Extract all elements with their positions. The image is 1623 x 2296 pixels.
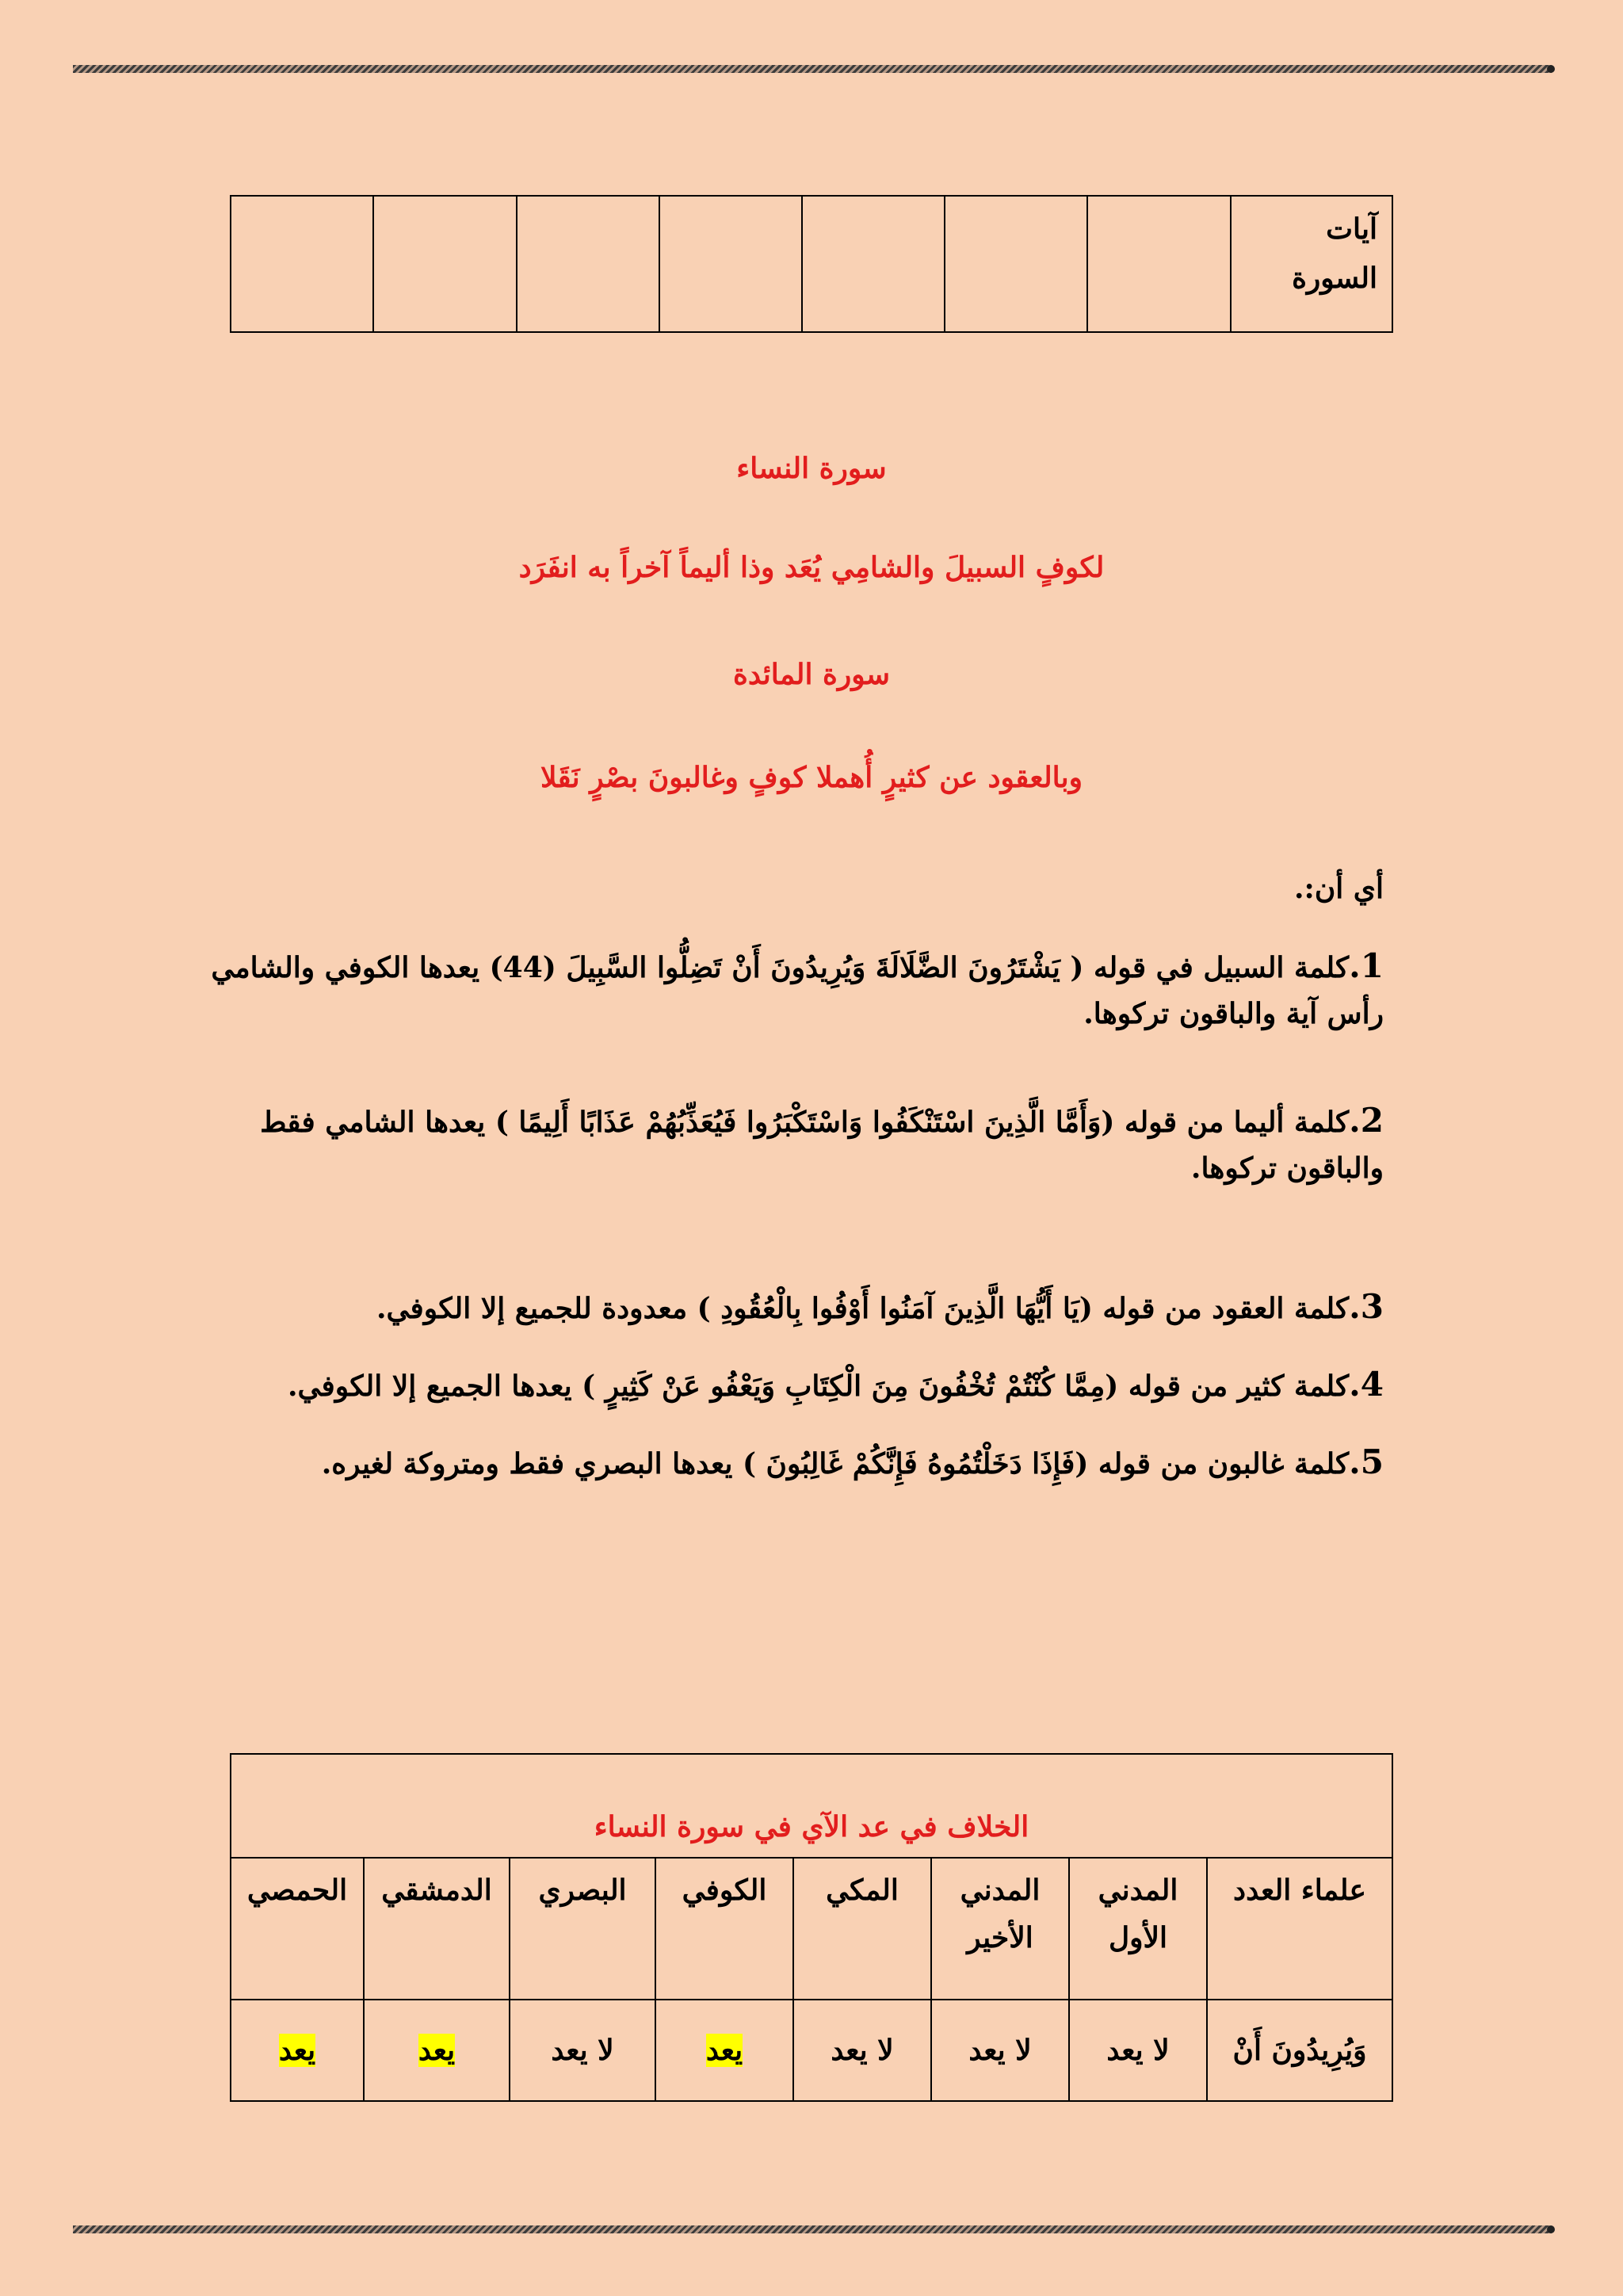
poem-verse-maida: وبالعقود عن كثيرٍ أُهملا كوفٍ وغالبونَ بصْرٍ نَقَلا	[540, 761, 1083, 794]
poem-verse-nisa: لكوفٍ السبيلَ والشامِي يُعَد وذا أليماً آخراً به انفَرَد	[518, 551, 1105, 584]
bottom-border-line	[73, 2225, 1552, 2233]
value-cell	[931, 2000, 1069, 2101]
value-cell	[231, 2000, 364, 2101]
item-text: كلمة غالبون من قوله (فَإِذَا دَخَلْتُمُوهُ فَإِنَّكُمْ غَالِبُونَ ) يعدها البصري فقط ومتروكة لغيره.	[321, 1447, 1350, 1480]
item-number: 5.	[1349, 1442, 1384, 1481]
header-cell: البصري	[510, 1858, 655, 2000]
surah-maida-heading: سورة المائدة	[732, 658, 891, 691]
item-text: كلمة العقود من قوله (يَا أَيُّهَا الَّذِينَ آمَنُوا أَوْفُوا بِالْعُقُودِ ) معدودة للجميع إلا الكوفي.	[376, 1292, 1350, 1325]
surah-verses-table	[230, 195, 1393, 333]
list-item	[211, 1439, 1384, 1487]
empty-cell	[231, 196, 373, 332]
header-cell: المكي	[793, 1858, 931, 2000]
table-row	[231, 196, 1392, 332]
empty-cell	[517, 196, 659, 332]
highlighted-value-text: يعد	[705, 2034, 743, 2067]
value-cell	[510, 2000, 655, 2101]
surah-nisa-heading: سورة النساء	[736, 452, 887, 485]
empty-cell	[373, 196, 516, 332]
empty-cell	[659, 196, 802, 332]
item-number: 1.	[1349, 946, 1384, 985]
table-row	[231, 2000, 1392, 2101]
table-title: الخلاف في عد الآي في سورة النساء	[231, 1754, 1392, 1858]
list-item	[211, 1284, 1384, 1331]
item-number: 2.	[1349, 1101, 1384, 1140]
value-cell	[364, 2000, 510, 2101]
list-item	[211, 943, 1384, 1037]
header-cell: علماء العدد	[1207, 1858, 1392, 2000]
value-text: لا يعد	[551, 2034, 614, 2067]
item-number: 3.	[1349, 1287, 1384, 1326]
header-cell: المدني الأخير	[931, 1858, 1069, 2000]
header-cell: الحمصي	[231, 1858, 364, 2000]
empty-cell	[945, 196, 1087, 332]
value-cell	[655, 2000, 793, 2101]
empty-cell	[802, 196, 945, 332]
top-border-end-dot	[1547, 65, 1555, 73]
list-item	[211, 1098, 1384, 1191]
value-cell	[793, 2000, 931, 2101]
table-header-row	[231, 1858, 1392, 2000]
value-text: لا يعد	[1106, 2034, 1170, 2067]
verses-header-line2: السورة	[1292, 262, 1377, 295]
intro-text: أي أن:.	[1294, 872, 1384, 905]
highlighted-value-text: يعد	[418, 2034, 456, 2067]
khilaf-table	[230, 1753, 1393, 2102]
header-cell: المدني الأول	[1069, 1858, 1207, 2000]
empty-cell	[1087, 196, 1230, 332]
verses-header-cell	[1231, 196, 1392, 332]
list-item	[211, 1362, 1384, 1409]
header-cell: الدمشقي	[364, 1858, 510, 2000]
bottom-border-end-dot	[1547, 2225, 1555, 2233]
header-cell: الكوفي	[655, 1858, 793, 2000]
table-title-row	[231, 1754, 1392, 1858]
item-number: 4.	[1349, 1365, 1384, 1404]
value-text: لا يعد	[831, 2034, 894, 2067]
word-cell: وَيُرِيدُونَ أَنْ	[1207, 2000, 1392, 2101]
item-text: كلمة السبيل في قوله ( يَشْتَرُونَ الضَّلَالَةَ وَيُرِيدُونَ أَنْ تَضِلُّوا السَّبِيلَ (44) يعدها الكوفي والشامي رأس آية والباقون تركوها.	[211, 951, 1384, 1030]
item-text: كلمة أليما من قوله (وَأَمَّا الَّذِينَ اسْتَنْكَفُوا وَاسْتَكْبَرُوا فَيُعَذِّبُهُمْ عَذَابًا أَلِيمًا ) يعدها الشامي فقط والباقون تركوها.	[260, 1106, 1384, 1185]
item-text: كلمة كثير من قوله (مِمَّا كُنْتُمْ تُخْفُونَ مِنَ الْكِتَابِ وَيَعْفُو عَنْ كَثِيرٍ ) يعدها الجميع إلا الكوفي.	[288, 1370, 1350, 1403]
highlighted-value-text: يعد	[278, 2034, 316, 2067]
value-cell	[1069, 2000, 1207, 2101]
verses-header-line1: آيات	[1326, 212, 1377, 246]
value-text: لا يعد	[968, 2034, 1032, 2067]
top-border-line	[73, 65, 1552, 73]
